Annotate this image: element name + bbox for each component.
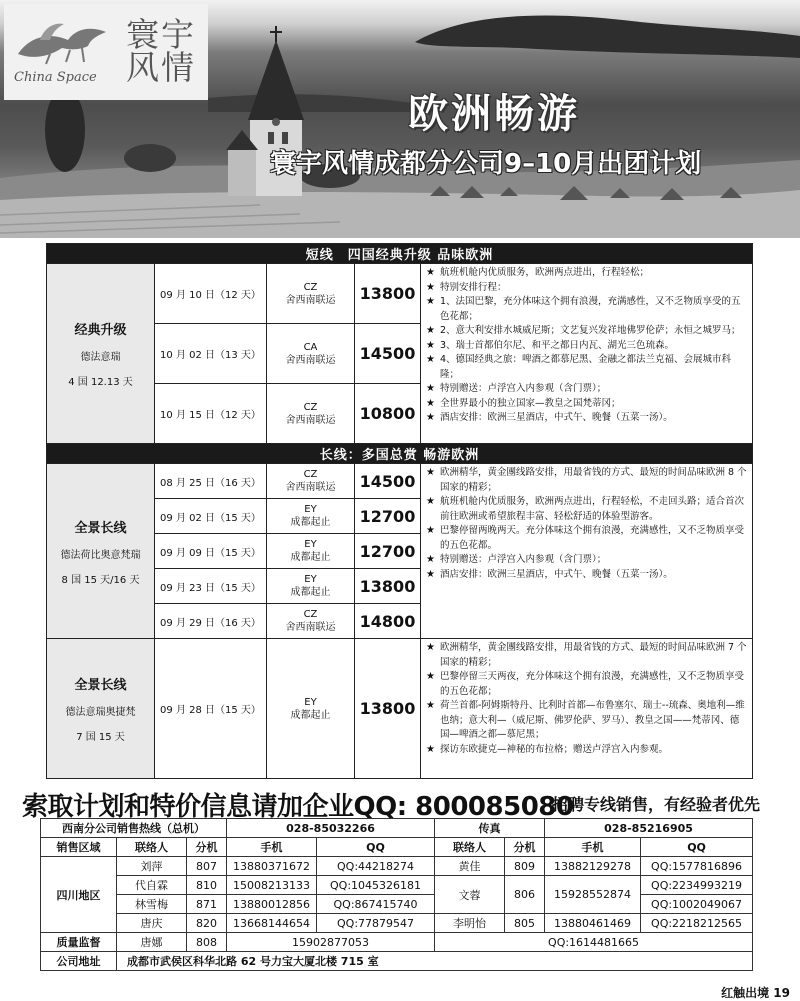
departure-date: 08 月 25 日（16 天） xyxy=(155,464,267,499)
contact-qq: QQ:1002049067 xyxy=(641,895,753,914)
group-route: 德法意瑞奥捷梵 xyxy=(65,707,136,718)
group-route: 德法荷比奥意梵瑞 xyxy=(60,549,141,561)
table-row xyxy=(41,914,753,933)
contact-qq: QQ:1045326181 xyxy=(317,876,435,895)
list-item: ★ 欧洲精华，黄金團线路安排，用最省钱的方式、最短的时间品味欧洲 7 个国家的精彩； xyxy=(426,641,747,670)
contact-qq: QQ:2218212565 xyxy=(641,914,753,933)
column-header: 分机 xyxy=(187,838,227,857)
section-header: 短线 四国经典升级 品味欧洲 xyxy=(47,244,753,264)
column-header: 联络人 xyxy=(117,838,187,857)
airline-route: 成都起止 xyxy=(290,517,331,528)
contact-mobile: 15928552874 xyxy=(545,876,641,914)
column-header: 手机 xyxy=(545,838,641,857)
contact-ext: 807 xyxy=(187,857,227,876)
list-item: ★ 特别赠送：卢浮宫入内参观（含门票）； xyxy=(426,382,747,397)
table-row xyxy=(41,857,753,876)
airline-route: 舍西南联运 xyxy=(285,482,336,493)
departure-date: 09 月 29 日（16 天） xyxy=(155,604,267,639)
table-row xyxy=(41,952,753,971)
column-header: QQ xyxy=(641,838,753,857)
airline-code: EY xyxy=(304,696,317,708)
contact-mobile: 15008213133 xyxy=(227,876,317,895)
group-days: 8 国 15 天/16 天 xyxy=(61,574,140,586)
column-header: 分机 xyxy=(505,838,545,857)
contact-mobile: 15902877053 xyxy=(227,933,435,952)
contact-mobile: 13882129278 xyxy=(545,857,641,876)
airline-cell xyxy=(267,534,355,569)
contact-name: 李明怡 xyxy=(435,914,505,933)
section-header: 长线：多国总赏 畅游欧洲 xyxy=(47,444,753,464)
contact-name: 刘萍 xyxy=(117,857,187,876)
departure-date: 09 月 23 日（15 天） xyxy=(155,569,267,604)
airline-cell xyxy=(267,569,355,604)
contact-ext: 820 xyxy=(187,914,227,933)
table-row xyxy=(47,264,753,324)
airline-route: 成都起止 xyxy=(290,709,331,721)
list-item: ★ 酒店安排：欧洲三星酒店，中式午、晚餐（五菜一汤）。 xyxy=(426,568,747,583)
list-item: ★ 巴黎停留三天两夜，充分体味这个拥有浪漫，充满感性，又不乏物质享受的五色花都； xyxy=(426,670,747,699)
list-item: ★ 1、法国巴黎，充分体味这个拥有浪漫，充满感性，又不乏物质享受的五色花都； xyxy=(426,295,747,324)
list-item: ★ 航班机舱内优质服务，欧洲两点进出，行程轻松； xyxy=(426,266,747,281)
table-row xyxy=(47,464,753,499)
contact-qq: QQ:867415740 xyxy=(317,895,435,914)
contact-mobile: 13880371672 xyxy=(227,857,317,876)
departure-date: 09 月 02 日（15 天） xyxy=(155,499,267,534)
table-row xyxy=(41,876,753,895)
column-header: 联络人 xyxy=(435,838,505,857)
list-item: ★ 酒店安排：欧洲三星酒店，中式午、晚餐（五菜一汤）。 xyxy=(426,411,747,426)
logo xyxy=(4,4,208,100)
contact-name: 代自霖 xyxy=(117,876,187,895)
banner-subtitle: 寰宇风情成都分公司9–10月出团计划 xyxy=(270,149,702,179)
table-row xyxy=(47,639,753,779)
airline-route: 成都起止 xyxy=(290,552,331,563)
list-item: ★ 荷兰首都-阿姆斯特丹、比利时首都—布鲁塞尔、瑞士--琉森、奥地利—维也纳；意大利—（威尼斯、佛罗伦萨、罗马）、教皇之国——梵蒂冈、德国—啤酒之都—慕尼黑； xyxy=(426,699,747,743)
airline-code: CZ xyxy=(303,469,318,480)
group-days: 4 国 12.13 天 xyxy=(68,377,133,388)
hotline-label: 西南分公司销售热线（总机） xyxy=(41,819,227,838)
tour-price: 13800 xyxy=(355,639,421,779)
contact-qq: QQ:77879547 xyxy=(317,914,435,933)
contact-qq: QQ:44218274 xyxy=(317,857,435,876)
list-item: ★ 4、德国经典之旅：啤酒之都慕尼黑、金融之都法兰克福、会展城市科隆； xyxy=(426,353,747,382)
qilin-logo-icon xyxy=(10,10,120,70)
contact-name: 黄佳 xyxy=(435,857,505,876)
list-item: ★ 2、意大利安排水城威尼斯；文艺复兴发祥地佛罗伦萨；永恒之城罗马； xyxy=(426,324,747,339)
address-label: 公司地址 xyxy=(41,952,117,971)
tour-group xyxy=(47,464,155,639)
contact-ext: 805 xyxy=(505,914,545,933)
contact-mobile: 13880012856 xyxy=(227,895,317,914)
airline-route: 舍西南联运 xyxy=(285,294,336,306)
company-address: 成都市武侯区科华北路 62 号力宝大厦北楼 715 室 xyxy=(117,952,753,971)
contact-name: 林雪梅 xyxy=(117,895,187,914)
tour-price: 14500 xyxy=(355,464,421,499)
features-list xyxy=(421,264,753,444)
contact-name: 文蓉 xyxy=(435,876,505,914)
airline-cell xyxy=(267,384,355,444)
qc-label: 质量监督 xyxy=(41,933,117,952)
departure-date: 09 月 09 日（15 天） xyxy=(155,534,267,569)
column-header: 手机 xyxy=(227,838,317,857)
table-row xyxy=(41,819,753,838)
brand-chinese-name: 寰宇风情 xyxy=(126,15,196,87)
column-header: QQ xyxy=(317,838,435,857)
airline-route: 舍西南联运 xyxy=(285,354,336,366)
contact-ext: 809 xyxy=(505,857,545,876)
list-item: ★ 探访东欧捷克—神秘的布拉格；赠送卢浮宫入内参观。 xyxy=(426,743,747,758)
airline-code: CZ xyxy=(303,609,318,620)
contact-qq: QQ:1577816896 xyxy=(641,857,753,876)
airline-cell xyxy=(267,324,355,384)
sales-region: 四川地区 xyxy=(41,857,117,933)
tour-price: 10800 xyxy=(355,384,421,444)
contacts-table xyxy=(40,818,753,971)
fax-number: 028-85216905 xyxy=(545,819,753,838)
group-route: 德法意瑞 xyxy=(80,352,121,363)
airline-route: 舍西南联运 xyxy=(285,622,336,633)
list-item: ★ 欧洲精华，黄金團线路安排，用最省钱的方式、最短的时间品味欧洲 8 个国家的精彩； xyxy=(426,466,747,495)
group-title: 全景长线 xyxy=(74,520,127,536)
contact-name: 唐娜 xyxy=(117,933,187,952)
tour-price: 13800 xyxy=(355,264,421,324)
group-days: 7 国 15 天 xyxy=(76,732,125,743)
group-title: 经典升级 xyxy=(74,323,127,338)
contact-ext: 871 xyxy=(187,895,227,914)
airline-route: 成都起止 xyxy=(290,587,331,598)
tour-price: 13800 xyxy=(355,569,421,604)
airline-code: EY xyxy=(304,574,317,585)
fax-label: 传真 xyxy=(435,819,545,838)
table-header-row xyxy=(41,838,753,857)
tour-price: 12700 xyxy=(355,499,421,534)
airline-cell xyxy=(267,264,355,324)
list-item: ★ 巴黎停留两晚两天。充分体味这个拥有浪漫，充满感性，又不乏物质享受的五色花都。 xyxy=(426,524,747,553)
banner-title: 欧洲畅游 xyxy=(408,91,580,137)
contact-ext: 808 xyxy=(187,933,227,952)
tour-price: 14500 xyxy=(355,324,421,384)
airline-cell xyxy=(267,464,355,499)
airline-code: CA xyxy=(303,341,318,353)
table-row xyxy=(41,933,753,952)
tour-group xyxy=(47,639,155,779)
airline-code: CZ xyxy=(303,281,318,293)
tour-schedule-table xyxy=(46,243,753,779)
tour-group xyxy=(47,264,155,444)
tour-price: 12700 xyxy=(355,534,421,569)
airline-cell xyxy=(267,499,355,534)
contact-mobile: 13668144654 xyxy=(227,914,317,933)
departure-date: 09 月 10 日（12 天） xyxy=(155,264,267,324)
list-item: ★ 航班机舱内优质服务，欧洲两点进出，行程轻松，不走回头路；适合首次前往欧洲或希望旅程丰富、轻松舒适的体验型游客。 xyxy=(426,495,747,524)
list-item: ★ 特别安排行程： xyxy=(426,281,747,296)
contact-ext: 806 xyxy=(505,876,545,914)
contact-qq: QQ:1614481665 xyxy=(435,933,753,952)
brand-english-name: China Space xyxy=(14,70,97,85)
column-header: 销售区域 xyxy=(41,838,117,857)
airline-cell xyxy=(267,639,355,779)
qq-promo-line: 索取计划和特价信息请加企业QQ: 800085080 xyxy=(22,792,574,822)
table-row xyxy=(41,895,753,914)
banner xyxy=(0,0,800,238)
group-title: 全景长线 xyxy=(74,678,127,693)
contact-name: 唐庆 xyxy=(117,914,187,933)
airline-code: EY xyxy=(304,504,317,515)
departure-date: 10 月 02 日（13 天） xyxy=(155,324,267,384)
tour-price: 14800 xyxy=(355,604,421,639)
departure-date: 09 月 28 日（15 天） xyxy=(155,639,267,779)
features-list xyxy=(421,464,753,639)
departure-date: 10 月 15 日（12 天） xyxy=(155,384,267,444)
airline-cell xyxy=(267,604,355,639)
page-footer: 红触出境 19 xyxy=(721,986,790,1000)
contact-ext: 810 xyxy=(187,876,227,895)
airline-route: 舍西南联运 xyxy=(285,414,336,426)
airline-code: CZ xyxy=(303,401,318,413)
list-item: ★ 3、瑞士首都伯尔尼、和平之都日内瓦、湖光三色琉森。 xyxy=(426,339,747,354)
hotline-number: 028-85032266 xyxy=(227,819,435,838)
list-item: ★ 全世界最小的独立国家—教皇之国梵蒂冈； xyxy=(426,397,747,412)
features-list xyxy=(421,639,753,779)
contact-mobile: 13880461469 xyxy=(545,914,641,933)
airline-code: EY xyxy=(304,539,317,550)
contact-qq: QQ:2234993219 xyxy=(641,876,753,895)
list-item: ★ 特别赠送：卢浮宫入内参观（含门票）； xyxy=(426,553,747,568)
recruitment-note: 招聘专线销售，有经验者优先 xyxy=(552,795,761,814)
